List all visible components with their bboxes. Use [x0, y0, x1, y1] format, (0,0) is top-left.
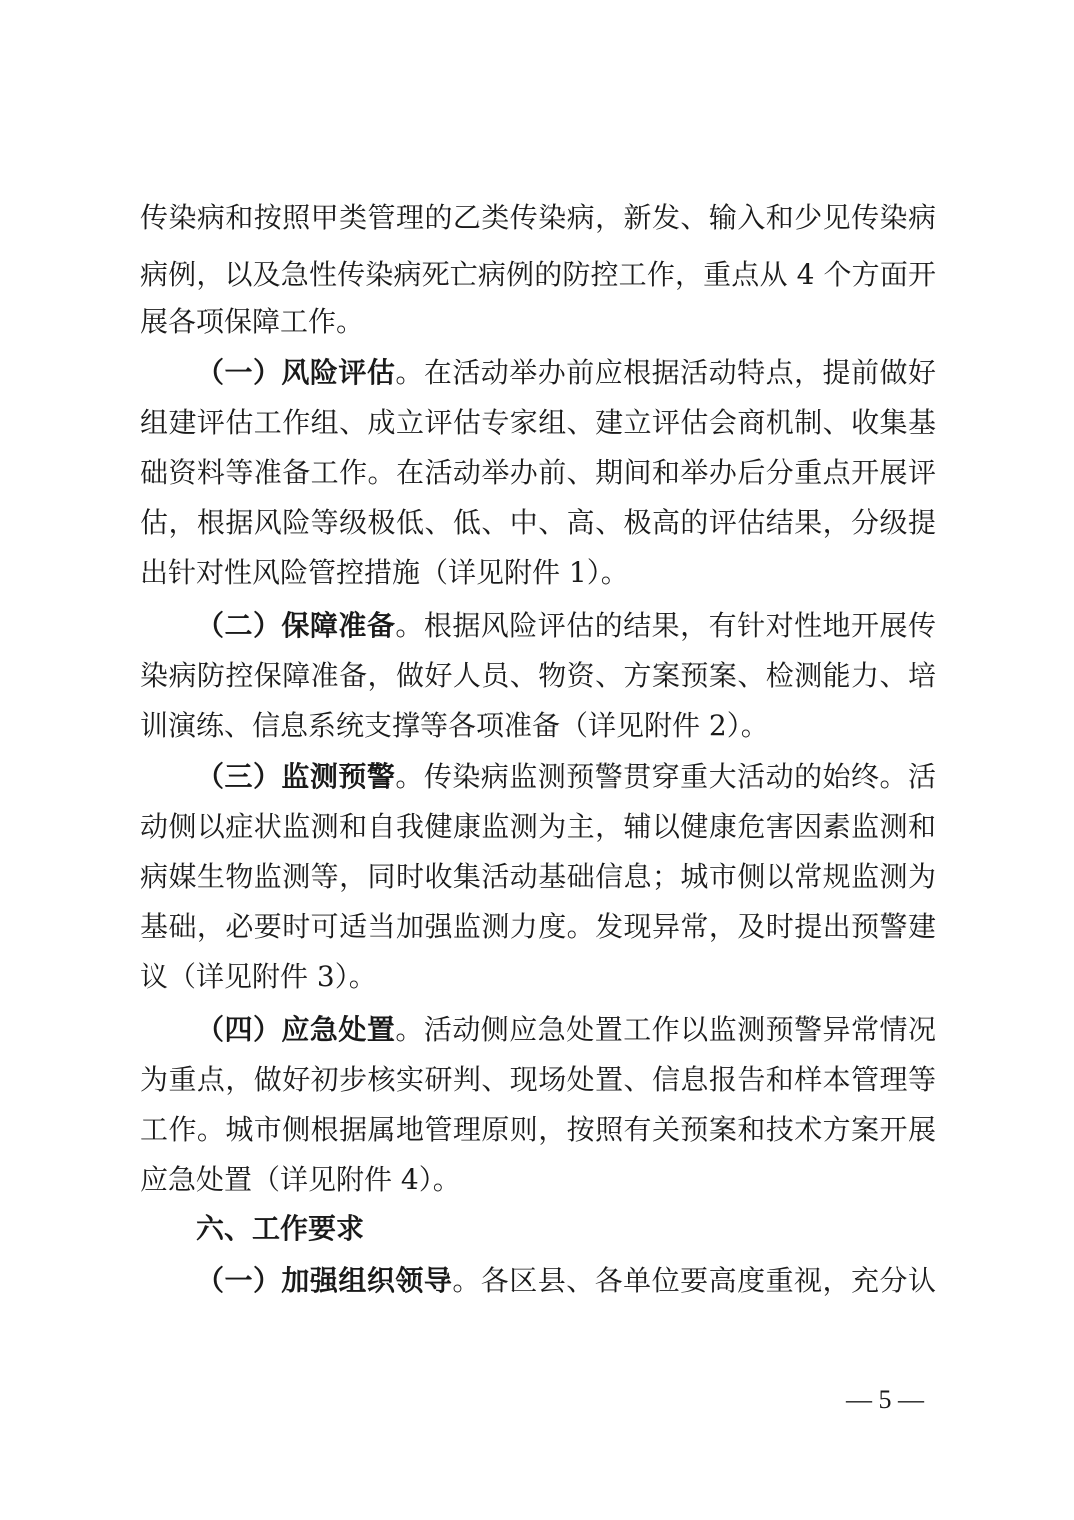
paragraph-title: （一）风险评估: [196, 356, 396, 389]
paragraph-line: 基础，必要时可适当加强监测力度。发现异常，及时提出预警建: [140, 910, 936, 943]
paragraph-text: 。传染病监测预警贯穿重大活动的始终。活: [395, 760, 936, 793]
paragraph-line: 训演练、信息系统支撑等各项准备（详见附件 2）。: [140, 709, 769, 742]
paragraph-line: 议（详见附件 3）。: [140, 960, 377, 993]
paragraph-line: 工作。城市侧根据属地管理原则，按照有关预案和技术方案开展: [140, 1113, 936, 1146]
paragraph-text: 。活动侧应急处置工作以监测预警异常情况: [395, 1013, 936, 1046]
paragraph-first-line: [196, 353, 936, 393]
paragraph-line: 为重点，做好初步核实研判、现场处置、信息报告和样本管理等: [140, 1063, 936, 1096]
paragraph-line: 出针对性风险管控措施（详见附件 1）。: [140, 556, 629, 589]
paragraph-first-line: [196, 606, 936, 646]
paragraph-line: 病例，以及急性传染病死亡病例的防控工作，重点从 4 个方面开: [140, 258, 936, 291]
paragraph-title: （二）保障准备: [196, 609, 396, 642]
paragraph-text: 。各区县、各单位要高度重视，充分认: [452, 1264, 936, 1297]
paragraph-line: 病媒生物监测等，同时收集活动基础信息；城市侧以常规监测为: [140, 860, 936, 893]
paragraph-title: （三）监测预警: [196, 760, 396, 793]
paragraph-line: 础资料等准备工作。在活动举办前、期间和举办后分重点开展评: [140, 456, 936, 489]
paragraph-text: 。根据风险评估的结果，有针对性地开展传: [395, 609, 936, 642]
paragraph-first-line: [196, 757, 936, 797]
paragraph-title: （一）加强组织领导: [196, 1264, 453, 1297]
paragraph-line: 染病防控保障准备，做好人员、物资、方案预案、检测能力、培: [140, 659, 936, 692]
paragraph-text: 。在活动举办前应根据活动特点，提前做好: [395, 356, 936, 389]
section-heading: 六、工作要求: [196, 1212, 365, 1245]
paragraph-first-line: [196, 1261, 936, 1301]
paragraph-line: 估，根据风险等级极低、低、中、高、极高的评估结果，分级提: [140, 506, 936, 539]
paragraph-first-line: [196, 1010, 936, 1050]
paragraph-title: （四）应急处置: [196, 1013, 396, 1046]
page-number: — 5 —: [846, 1385, 924, 1414]
paragraph-line: 动侧以症状监测和自我健康监测为主，辅以健康危害因素监测和: [140, 810, 936, 843]
paragraph-line: 组建评估工作组、成立评估专家组、建立评估会商机制、收集基: [140, 406, 936, 439]
paragraph-line: 传染病和按照甲类管理的乙类传染病，新发、输入和少见传染病: [140, 201, 936, 234]
paragraph-line: 应急处置（详见附件 4）。: [140, 1163, 461, 1196]
paragraph-line: 展各项保障工作。: [140, 305, 365, 338]
